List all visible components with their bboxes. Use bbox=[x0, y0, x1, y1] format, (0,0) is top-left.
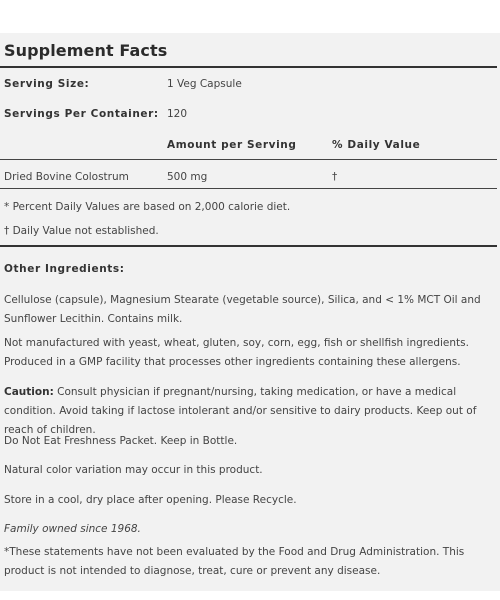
allergen-statement: Not manufactured with yeast, wheat, gluten, soy, corn, egg, fish or shellfish ingredients. Produced in a GMP facility that processes other ingredients containing these allergens. bbox=[4, 337, 469, 368]
title-divider bbox=[0, 66, 497, 68]
serving-size-value: 1 Veg Capsule bbox=[167, 78, 242, 90]
servings-per-container-label: Servings Per Container: bbox=[4, 108, 159, 120]
other-ingredients-label: Other Ingredients: bbox=[4, 263, 125, 275]
family-owned-statement: Family owned since 1968. bbox=[4, 523, 141, 535]
header-divider bbox=[0, 159, 497, 160]
caution-label: Caution: bbox=[4, 386, 54, 398]
ingredient-amount: 500 mg bbox=[167, 171, 208, 183]
amount-per-serving-header: Amount per Serving bbox=[167, 139, 297, 151]
color-variation-statement: Natural color variation may occur in this product. bbox=[4, 464, 263, 476]
daily-value-header: % Daily Value bbox=[332, 139, 421, 151]
percent-dv-footnote: * Percent Daily Values are based on 2,000 calorie diet. bbox=[4, 201, 291, 213]
ingredient-divider bbox=[0, 188, 497, 189]
ingredient-daily-value: † bbox=[332, 171, 338, 183]
other-ingredients-text: Cellulose (capsule), Magnesium Stearate (vegetable source), Silica, and < 1% MCT Oil and Sunflower Lecithin. Contains milk. bbox=[4, 294, 481, 325]
not-established-footnote: † Daily Value not established. bbox=[4, 225, 159, 237]
storage-statement: Store in a cool, dry place after opening. Please Recycle. bbox=[4, 494, 297, 506]
ingredient-name: Dried Bovine Colostrum bbox=[4, 171, 129, 183]
caution-text: Consult physician if pregnant/nursing, taking medication, or have a medical condition. Avoid taking if lactose intolerant and/or sensitive to dairy products. Keep out of reach of children. bbox=[4, 386, 477, 436]
freshness-statement: Do Not Eat Freshness Packet. Keep in Bottle. bbox=[4, 435, 238, 447]
servings-per-container-value: 120 bbox=[167, 108, 188, 120]
footnote-divider bbox=[0, 245, 497, 247]
page-title: Supplement Facts bbox=[4, 41, 168, 60]
serving-size-label: Serving Size: bbox=[4, 78, 90, 90]
fda-disclaimer: *These statements have not been evaluated by the Food and Drug Administration. This product is not intended to diagnose, treat, cure or prevent any disease. bbox=[4, 546, 465, 577]
